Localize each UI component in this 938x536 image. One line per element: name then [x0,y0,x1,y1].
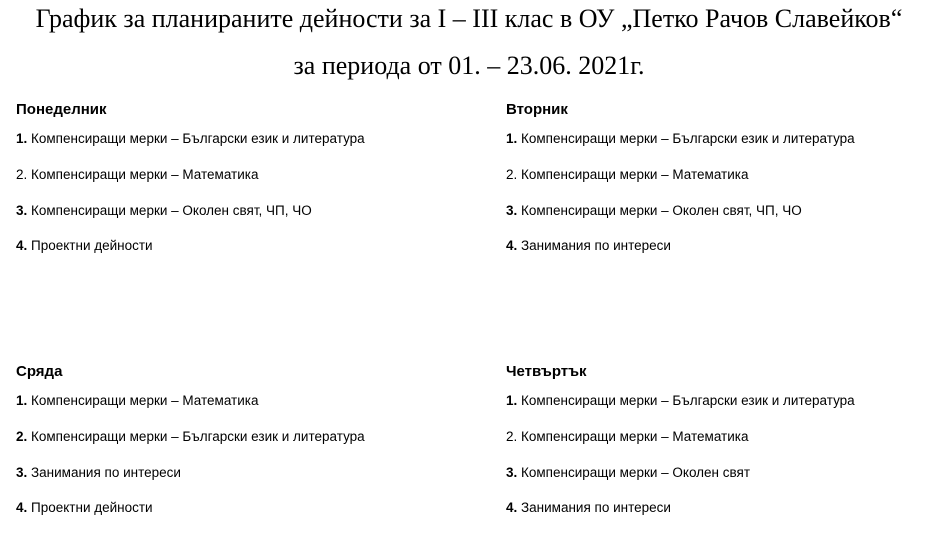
item-number: 4. [506,238,518,253]
day-wednesday [16,363,456,515]
item-text: Занимания по интереси [517,238,671,253]
item-text: Компенсиращи мерки – Околен свят, ЧП, ЧО [27,203,312,218]
day-thursday [506,363,938,515]
item-number: 2. [506,429,518,444]
item-text: Занимания по интереси [27,465,181,480]
list-item [16,393,258,409]
item-text: Компенсиращи мерки – Български език и литература [27,131,365,146]
item-number: 3. [16,203,28,218]
item-text: Компенсиращи мерки – Околен свят [517,465,751,480]
item-number: 2. [506,167,518,182]
day-heading: Сряда [16,363,63,380]
list-item [506,429,748,445]
item-number: 1. [16,131,28,146]
day-heading: Понеделник [16,101,107,118]
item-number: 4. [506,500,518,515]
item-number: 1. [506,131,518,146]
list-item [506,203,802,219]
item-text: Компенсиращи мерки – Български език и литература [517,131,855,146]
list-item [506,465,750,481]
list-item [506,131,855,147]
item-number: 1. [16,393,28,408]
page-title: График за планираните дейности за I – III клас в ОУ „Петко Рачов Славейков“ [35,4,903,33]
item-text: Компенсиращи мерки – Български език и литература [27,429,365,444]
item-number: 1. [506,393,518,408]
list-item [16,167,258,183]
list-item [16,429,365,445]
item-text: Компенсиращи мерки – Математика [517,429,749,444]
item-number: 3. [16,465,28,480]
day-heading: Вторник [506,101,568,118]
day-tuesday [506,101,938,253]
list-item [506,238,671,254]
day-heading: Четвъртък [506,363,587,380]
item-text: Занимания по интереси [517,500,671,515]
list-item [16,500,153,516]
item-text: Компенсиращи мерки – Околен свят, ЧП, ЧО [517,203,802,218]
item-text: Компенсиращи мерки – Математика [517,167,749,182]
list-item [16,238,153,254]
item-text: Компенсиращи мерки – Български език и литература [517,393,855,408]
page-subtitle-period: за периода от 01. – 23.06. 2021г. [293,51,645,80]
list-item [16,465,181,481]
list-item [16,203,312,219]
item-text: Компенсиращи мерки – Математика [27,167,259,182]
item-text: Проектни дейности [27,500,153,515]
list-item [506,500,671,516]
item-number: 4. [16,238,28,253]
item-text: Компенсиращи мерки – Математика [27,393,259,408]
list-item [16,131,365,147]
list-item [506,393,855,409]
item-number: 4. [16,500,28,515]
item-number: 3. [506,465,518,480]
item-number: 2. [16,167,28,182]
list-item [506,167,748,183]
day-monday [16,101,456,253]
item-text: Проектни дейности [27,238,153,253]
item-number: 2. [16,429,28,444]
item-number: 3. [506,203,518,218]
